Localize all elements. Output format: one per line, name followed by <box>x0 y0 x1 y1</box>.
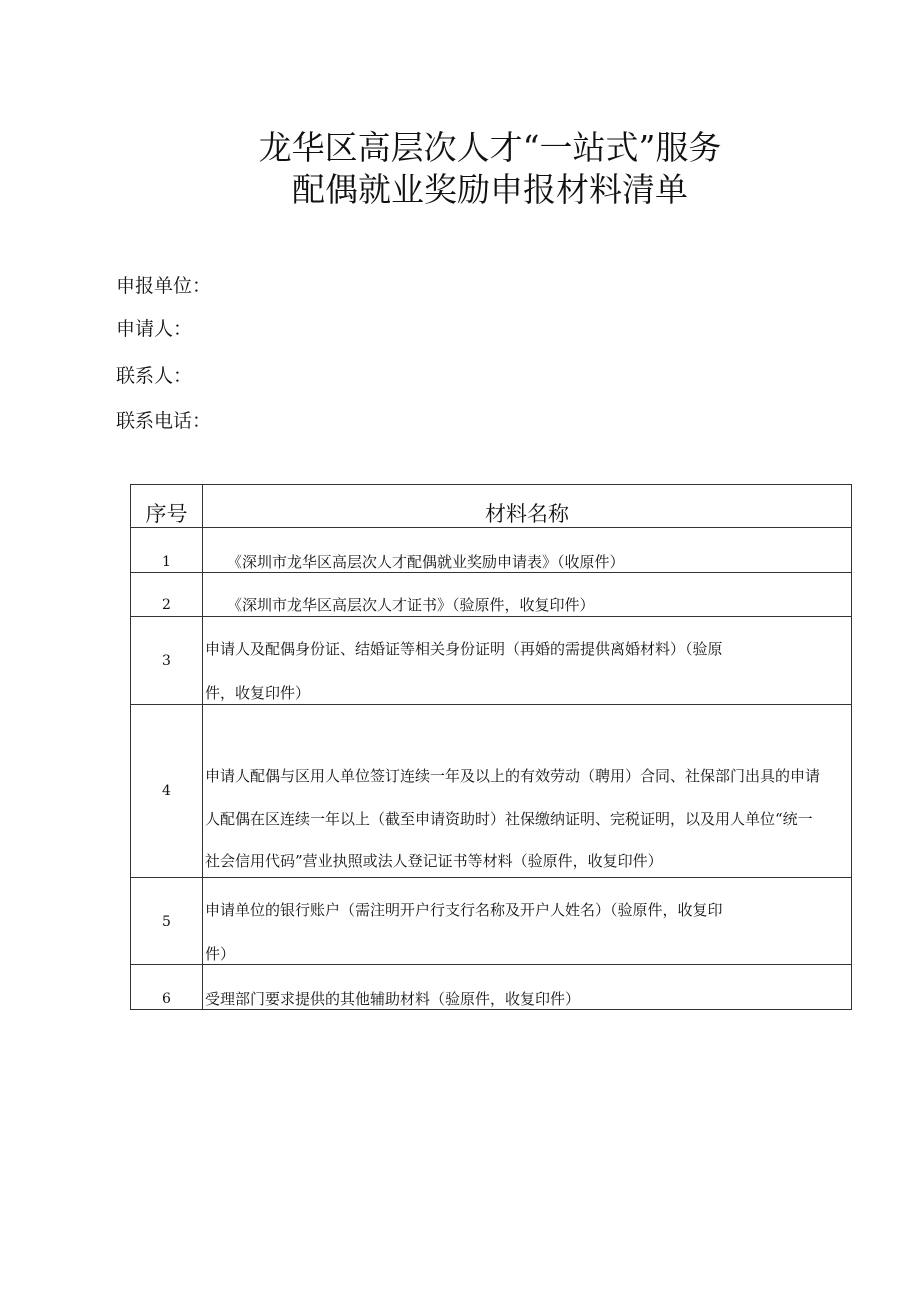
table-row <box>131 877 851 964</box>
field-contact-phone: 联系电话： <box>116 410 212 432</box>
table-row <box>131 704 851 877</box>
field-applicant: 申请人： <box>116 318 193 340</box>
row-text-line: 件） <box>205 945 236 963</box>
table-row <box>131 616 851 704</box>
row-number: 3 <box>162 653 171 669</box>
field-applicant-unit: 申报单位： <box>116 275 212 297</box>
row-number: 2 <box>162 597 171 613</box>
field-contact-person: 联系人： <box>116 365 193 387</box>
table-row <box>131 964 851 1009</box>
document-title-line-2: 配偶就业奖励申报材料清单 <box>292 170 688 209</box>
row-number: 4 <box>162 783 171 799</box>
table-row <box>131 572 851 616</box>
row-text-line: 申请人配偶与区用人单位签订连续一年及以上的有效劳动（聘用）合同、社保部门出具的申请 <box>205 767 821 785</box>
row-text-line: 申请单位的银行账户（需注明开户行支行名称及开户人姓名）（验原件，收复印 <box>205 901 723 919</box>
row-text-line: 申请人及配偶身份证、结婚证等相关身份证明（再婚的需提供离婚材料）（验原 <box>205 640 723 658</box>
row-number: 6 <box>162 991 171 1007</box>
row-text-line: 受理部门要求提供的其他辅助材料（验原件，收复印件） <box>205 990 581 1008</box>
row-text-line: 件，收复印件） <box>205 684 311 702</box>
header-material-name: 材料名称 <box>485 502 569 526</box>
table-row <box>131 527 851 572</box>
row-text-line: 《深圳市龙华区高层次人才证书》（验原件，收复印件） <box>227 596 595 614</box>
row-text-line: 社会信用代码”营业执照或法人登记证书等材料（验原件，收复印件） <box>205 852 663 870</box>
row-number: 1 <box>162 554 171 570</box>
row-text-line: 《深圳市龙华区高层次人才配偶就业奖励申请表》（收原件） <box>227 553 625 571</box>
table-header-row <box>131 485 851 527</box>
row-text-line: 人配偶在区连续一年以上（截至申请资助时）社保缴纳证明、完税证明，以及用人单位“统一 <box>205 810 813 828</box>
header-number: 序号 <box>145 502 188 526</box>
materials-table <box>130 484 852 1010</box>
document-title-line-1: 龙华区高层次人才“一站式”服务 <box>258 128 722 167</box>
row-number: 5 <box>162 914 171 930</box>
